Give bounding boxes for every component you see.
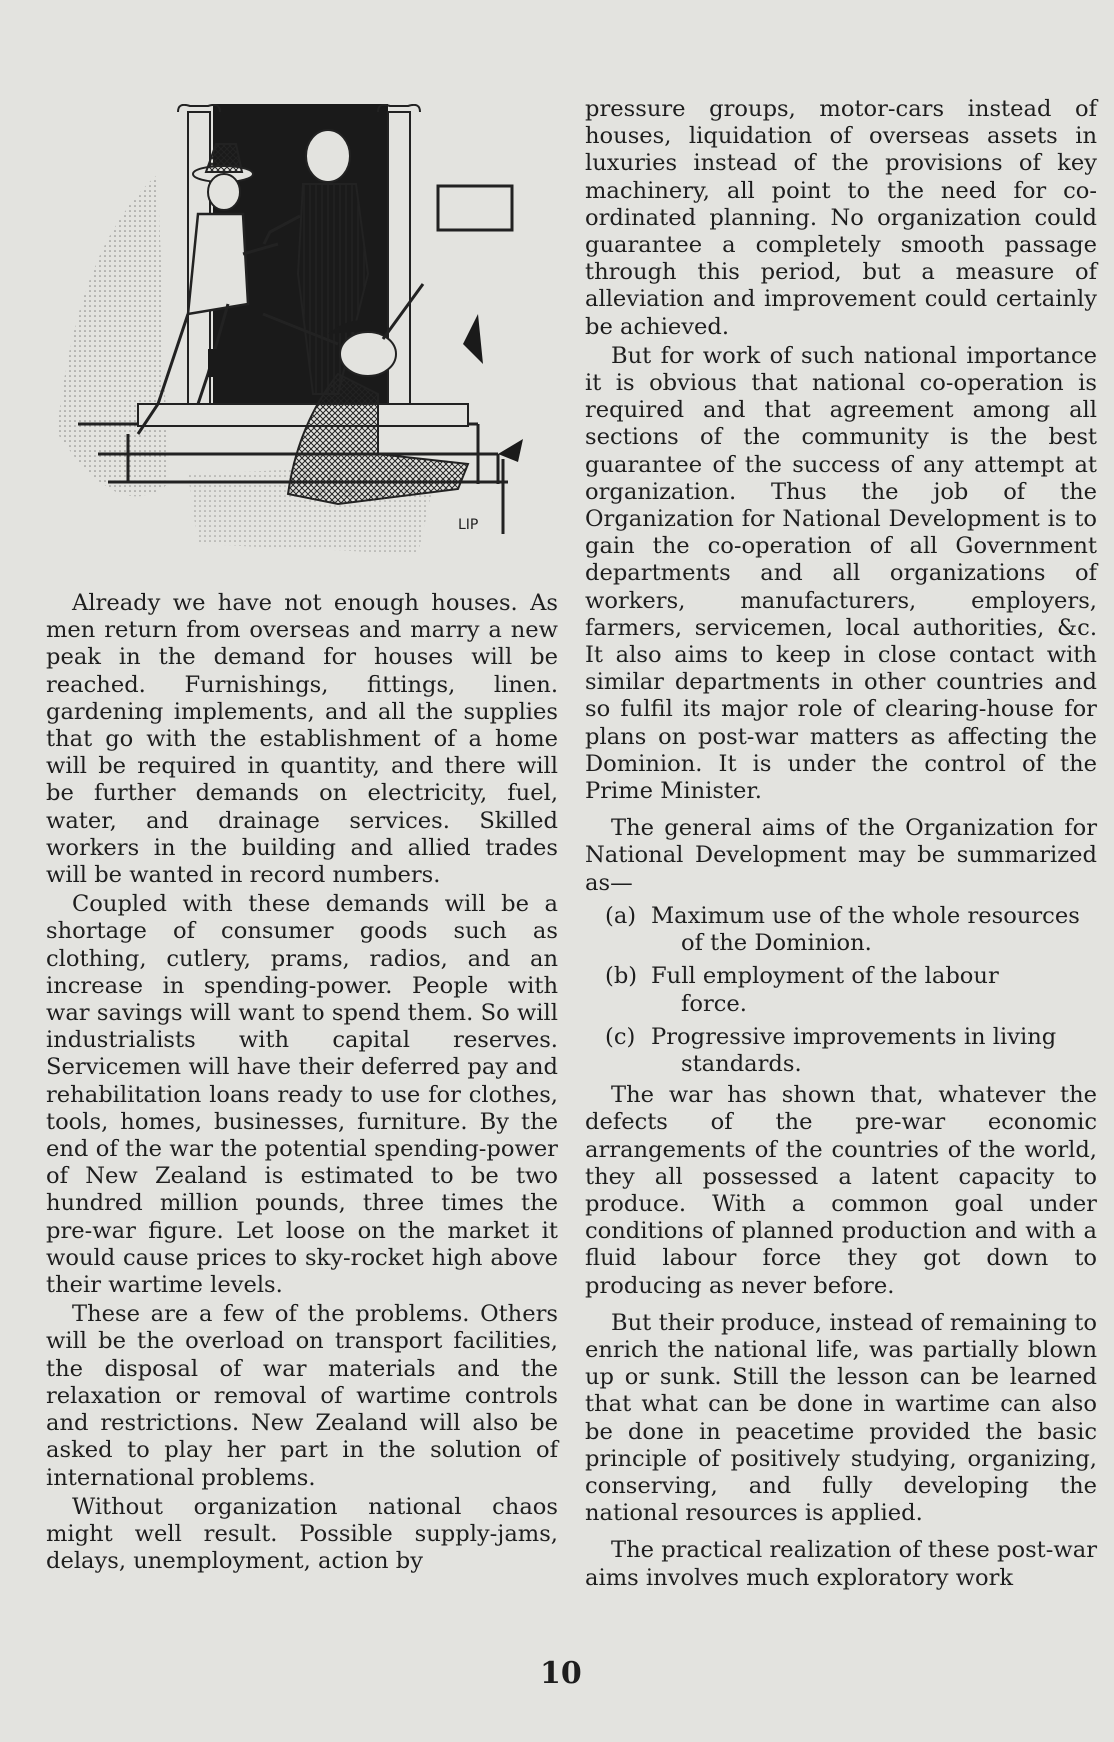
aim-line-2: standards.: [681, 1050, 802, 1077]
left-column: [46, 590, 558, 1577]
aim-label: (a): [605, 902, 637, 929]
aim-text: [651, 1024, 1095, 1078]
aim-line-1: Maximum use of the whole resources: [651, 902, 1080, 929]
right-paragraph-1: But for work of such national importance it is obvious that national co-operation is required and that agreement among all sections of the community is the best guarantee of the success of any attempt at organization. Thus the job of the Organization for National Development is to gain the co-operation of all Government departments and all organizations of workers, manufacturers, employers, farmers, servicemen, local authorities, &c. It also aims to keep in close contact with similar departments in other countries and so fulfil its major role of clearing-house for plans on post-war matters as affecting the Dominion. It is under the control of the Prime Minister.: [585, 342, 1097, 805]
right-column: [585, 96, 1097, 1594]
aim-line-1: Full employment of the labour: [651, 963, 999, 990]
aim-list-item: [585, 903, 1097, 957]
aim-line-2: of the Dominion.: [681, 930, 872, 957]
right-paragraph-2: The general aims of the Organization for National Development may be summarized as—: [585, 815, 1097, 896]
aim-line-1: Progressive improvements in living: [651, 1023, 1057, 1050]
cartoon-illustration: [38, 104, 558, 564]
right-paragraph-5: The practical realization of these post-war aims involves much exploratory work: [585, 1537, 1097, 1591]
aim-list-item: [585, 1024, 1097, 1078]
aim-label: (b): [605, 963, 638, 990]
aim-text: [651, 903, 1095, 957]
cartoon-drawing: [38, 104, 558, 564]
right-continuation: pressure groups, motor-cars instead of houses, liquidation of overseas assets in luxuries instead of the provisions of key machinery, all point to the need for co-ordinated planning. No organization could guarantee a completely smooth passage through this period, but a measure of alleviation and improvement could certainly be achieved.: [585, 96, 1097, 340]
aim-text: [651, 963, 1095, 1017]
right-paragraph-3: The war has shown that, whatever the defects of the pre-war economic arrangements of the countries of the world, they all possessed a latent capacity to produce. With a common goal under conditions of planned production and with a fluid labour force they got down to producing as never before.: [585, 1082, 1097, 1299]
left-paragraph-2: Coupled with these demands will be a shortage of consumer goods such as clothing, cutlery, prams, radios, and an increase in spending-power. People with war savings will want to spend them. So will industrialists with capital reserves. Servicemen will have their deferred pay and rehabilitation loans ready to use for clothes, tools, homes, businesses, furniture. By the end of the war the potential spending-power of New Zealand is estimated to be two hundred million pounds, three times the pre-war figure. Let loose on the market it would cause prices to sky-rocket high above their wartime levels.: [46, 891, 558, 1299]
aim-list-item: [585, 963, 1097, 1017]
page-number: 10: [540, 1656, 582, 1691]
aim-label: (c): [605, 1023, 636, 1050]
left-paragraph-4: Without organization national chaos might well result. Possible supply-jams, delays, unemployment, action by: [46, 1493, 558, 1575]
right-paragraph-4: But their produce, instead of remaining to enrich the national life, was partially blown up or sunk. Still the lesson can be learned that what can be done in wartime can also be done in peacetime provided the basic principle of positively studying, organizing, conserving, and fully developing the national resources is applied.: [585, 1309, 1097, 1527]
illustration-signature: LIP: [458, 517, 479, 533]
left-paragraph-1: Already we have not enough houses. As men return from overseas and marry a new peak in the demand for houses will be reached. Furnishings, fittings, linen. gardening implements, and all the supplies that go with the establishment of a home will be required in quantity, and there will be further demands on electricity, fuel, water, and drainage services. Skilled workers in the building and allied trades will be wanted in record numbers.: [46, 590, 558, 889]
left-paragraph-3: These are a few of the problems. Others will be the overload on transport facilities, the disposal of war materials and the relaxation or removal of wartime controls and restrictions. New Zealand will also be asked to play her part in the solution of international problems.: [46, 1301, 558, 1491]
aim-line-2: force.: [681, 990, 747, 1017]
